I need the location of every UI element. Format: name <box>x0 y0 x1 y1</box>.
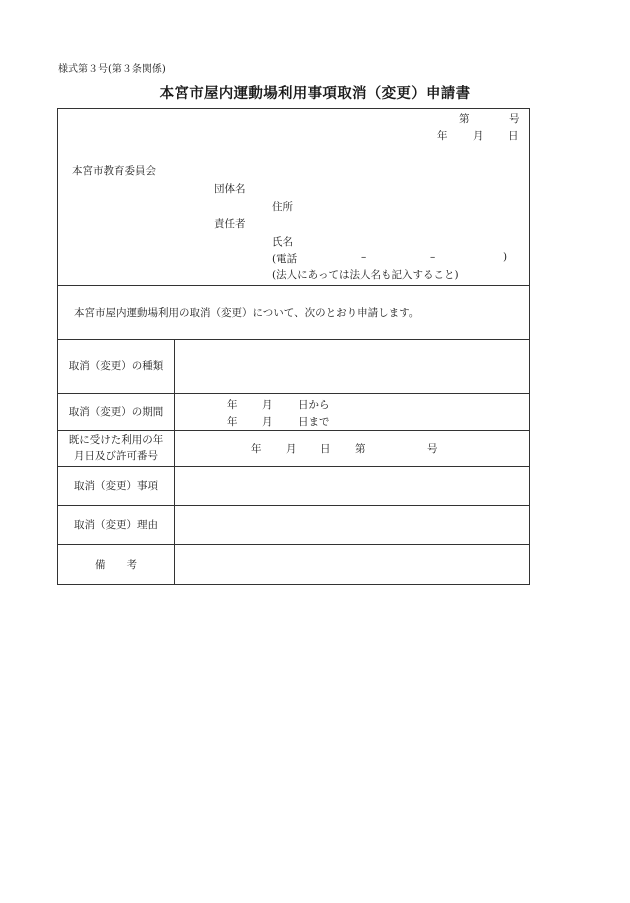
period-to-year: 年 <box>227 416 238 428</box>
type-label: 取消（変更）の種類 <box>68 360 164 372</box>
address-label: 住所 <box>272 201 293 213</box>
permit-day: 日 <box>320 443 331 455</box>
statement-text: 本宮市屋内運動場利用の取消（変更）について、次のとおり申請します。 <box>74 307 420 319</box>
number-go: 号 <box>509 113 520 125</box>
period-from-day: 日から <box>298 399 330 411</box>
period-label: 取消（変更）の期間 <box>68 405 164 418</box>
phone-dash-2: – <box>430 251 436 263</box>
date-month: 月 <box>473 130 484 142</box>
phone-dash-1: – <box>361 251 367 263</box>
period-from-year: 年 <box>227 399 238 411</box>
addressee: 本宮市教育委員会 <box>72 165 156 177</box>
corporate-note: (法人にあっては法人名も記入すること) <box>272 269 459 281</box>
permit-go: 号 <box>427 443 438 455</box>
permit-dai: 第 <box>355 443 366 455</box>
period-to-month: 月 <box>262 416 273 428</box>
group-name-label: 団体名 <box>214 183 246 195</box>
form-number: 様式第３号(第３条関係) <box>58 64 166 75</box>
name-label: 氏名 <box>272 236 293 248</box>
date-year: 年 <box>437 130 448 142</box>
label-column-divider <box>174 339 175 585</box>
matter-label: 取消（変更）事項 <box>74 479 158 492</box>
permit-label-line-1: 既に受けた利用の年 <box>68 434 164 446</box>
period-to-day: 日まで <box>298 416 330 428</box>
reason-label: 取消（変更）理由 <box>74 518 158 531</box>
divider-header <box>57 285 530 286</box>
permit-month: 月 <box>286 443 297 455</box>
remarks-label: 備 考 <box>95 558 137 571</box>
permit-label <box>58 430 174 466</box>
number-dai: 第 <box>459 113 470 125</box>
responsible-label: 責任者 <box>214 218 246 230</box>
date-day: 日 <box>508 130 519 142</box>
permit-year: 年 <box>251 443 262 455</box>
phone-close: ) <box>503 251 508 263</box>
permit-label-line-2: 月日及び許可番号 <box>74 450 158 462</box>
period-from-month: 月 <box>262 399 273 411</box>
phone-open: (電話 <box>272 253 298 265</box>
form-title: 本宮市屋内運動場利用事項取消（変更）申請書 <box>159 85 471 102</box>
